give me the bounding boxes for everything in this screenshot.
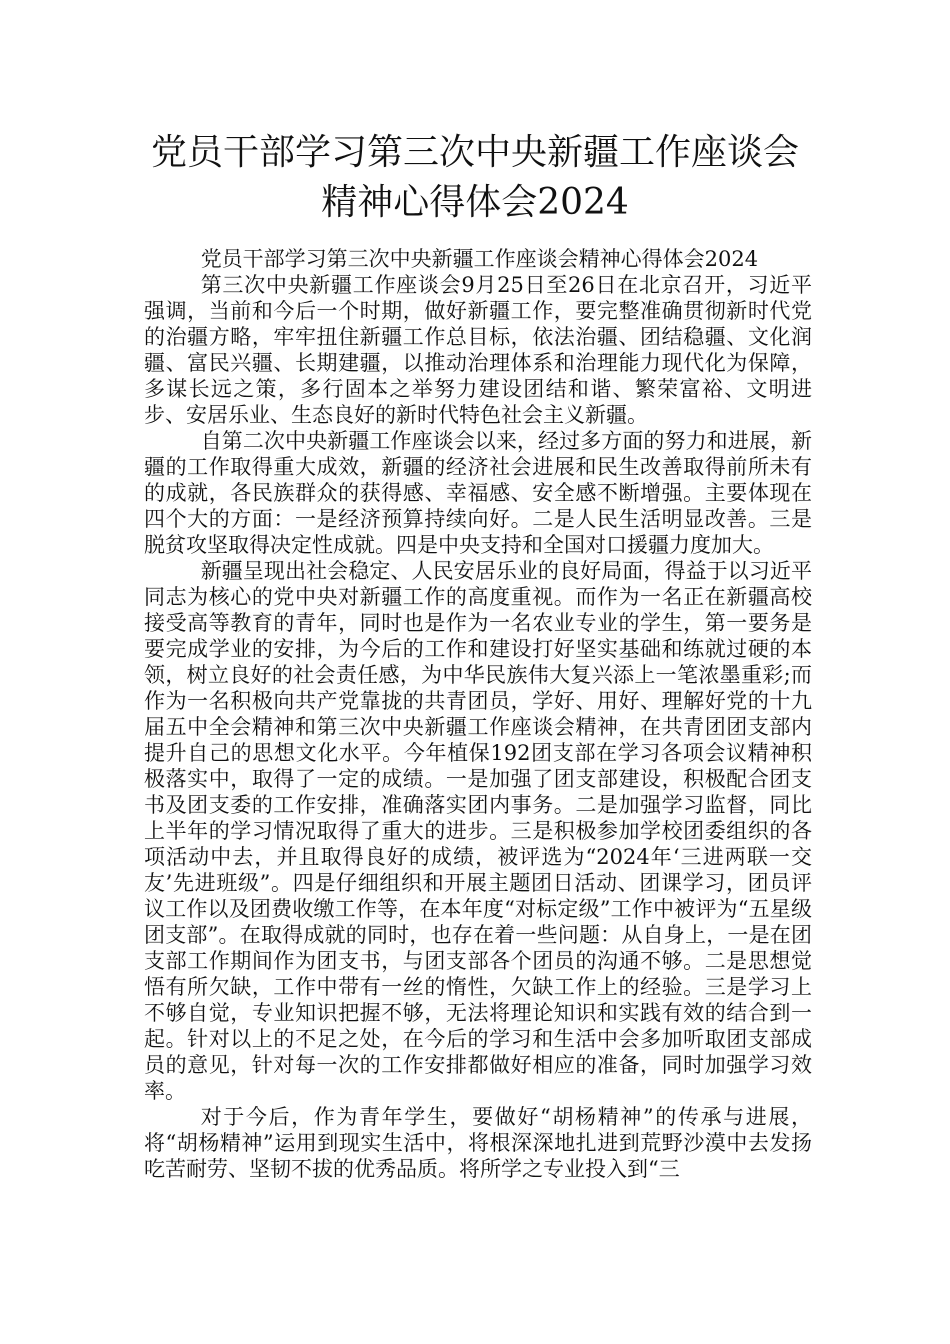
- paragraph-subtitle: 党员干部学习第三次中央新疆工作座谈会精神心得体会2024: [200, 247, 759, 271]
- paragraph: 新疆呈现出社会稳定、人民安居乐业的良好局面，得益于以习近平同志为核心的党中央对新疆工作的高度重视。而作为一名正在新疆高校接受高等教育的青年，同时也是作为一名农业专业的学生，第一要务是要完成学业的安排，为今后的工作和建设打好坚实基础和练就过硬的本领，树立良好的社会责任感，为中华民族伟大复兴添上一笔浓墨重彩;而作为一名积极向共产党靠拢的共青团员，学好、用好、理解好党的十九届五中全会精神和第三次中央新疆工作座谈会精神，在共青团团支部内提升自己的思想文化水平。今年植保192团支部在学习各项会议精神积极落实中，取得了一定的成绩。一是加强了团支部建设，积极配合团支书及团支委的工作安排，准确落实团内事务。二是加强学习监督，同比上半年的学习情况取得了重大的进步。三是积极参加学校团委组织的各项活动中去，并且取得良好的成绩，被评选为“2024年‘三进两联一交友’先进班级”。四是仔细组织和开展主题团日活动、团课学习，团员评议工作以及团费收缴工作等，在本年度“对标定级”工作中被评为“五星级团支部”。在取得成就的同时，也存在着一些问题：从自身上，一是在团支部工作期间作为团支书，与团支部各个团员的沟通不够。二是思想觉悟有所欠缺，工作中带有一丝的惰性，欠缺工作上的经验。三是学习上不够自觉，专业知识把握不够，无法将理论知识和实践有效的结合到一起。针对以上的不足之处，在今后的学习和生活中会多加听取团支部成员的意见，针对每一次的工作安排都做好相应的准备，同时加强学习效率。: [144, 559, 812, 1103]
- title-line-2: 精神心得体会2024: [321, 182, 629, 223]
- document-body: [144, 246, 812, 1182]
- paragraph: 第三次中央新疆工作座谈会9月25日至26日在北京召开，习近平强调，当前和今后一个时期，做好新疆工作，要完整准确贯彻新时代党的治疆方略，牢牢扭住新疆工作总目标，依法治疆、团结稳疆、文化润疆、富民兴疆、长期建疆，以推动治理体系和治理能力现代化为保障，多谋长远之策，多行固本之举努力建设团结和谐、繁荣富裕、文明进步、安居乐业、生态良好的新时代特色社会主义新疆。: [144, 273, 812, 427]
- document-title: [100, 128, 850, 228]
- paragraph: 对于今后，作为青年学生，要做好“胡杨精神”的传承与进展，将“胡杨精神”运用到现实生活中，将根深深地扎进到荒野沙漠中去发扬吃苦耐劳、坚韧不拔的优秀品质。将所学之专业投入到“三: [144, 1105, 812, 1181]
- title-line-1: 党员干部学习第三次中央新疆工作座谈会: [150, 132, 799, 173]
- paragraph: 自第二次中央新疆工作座谈会以来，经过多方面的努力和进展，新疆的工作取得重大成效，新疆的经济社会进展和民生改善取得前所未有的成就，各民族群众的获得感、幸福感、安全感不断增强。主要体现在四个大的方面：一是经济预算持续向好。二是人民生活明显改善。三是脱贫攻坚取得决定性成就。四是中央支持和全国对口援疆力度加大。: [144, 429, 812, 557]
